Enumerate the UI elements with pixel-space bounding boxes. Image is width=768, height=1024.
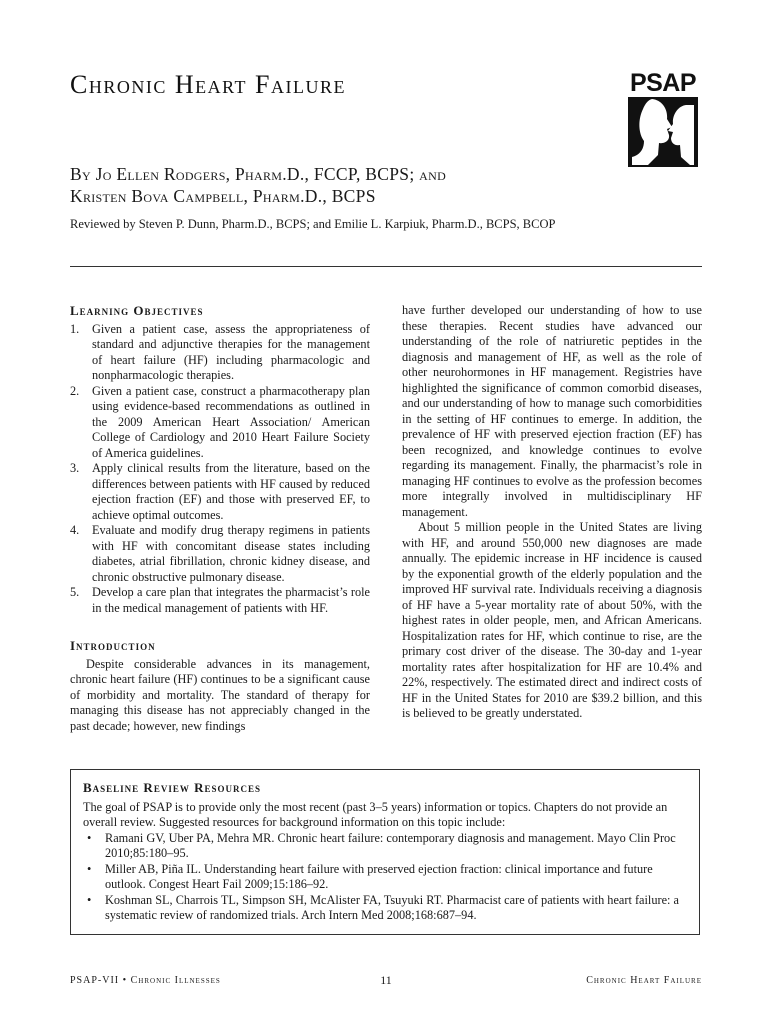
list-item bbox=[70, 322, 370, 384]
list-item bbox=[70, 384, 370, 462]
logo-text: PSAP bbox=[629, 69, 697, 97]
list-number: 2. bbox=[70, 383, 80, 398]
baseline-review-heading: Baseline Review Resources bbox=[83, 780, 261, 795]
list-item bbox=[83, 893, 687, 924]
list-item bbox=[83, 862, 687, 893]
objective-text: Apply clinical results from the literature, based on the differences between patients with HF caused by reduced ejection fraction (EF) and those with preserved EF, to achieve optimal outcomes. bbox=[92, 461, 370, 522]
footer-chapter-title: Chronic Heart Failure bbox=[586, 975, 702, 986]
list-item bbox=[83, 831, 687, 862]
footer-publication: PSAP-VII • Chronic Illnesses bbox=[70, 975, 221, 986]
list-number: 1. bbox=[70, 321, 80, 336]
introduction-paragraph-1-continued: have further developed our understanding of how to use these therapies. Recent studies have advanced our understanding of the role of natriuretic peptides in the diagnosis and management of HF, as well as the role of other neurohormones in HF management. Registries have highlighted the significance of common comorbid diseases, and our understanding of how to manage such comorbidities in the setting of HF continues to emerge. In addition, the prevalence of HF with preserved ejection fraction (EF) has been recognized, and knowledge continues to evolve regarding its management. Finally, the pharmacist’s role in managing HF continues to evolve as the profession becomes more integrally involved in multidisciplinary HF management. bbox=[402, 303, 702, 519]
page-title: Chronic Heart Failure bbox=[70, 70, 346, 99]
list-number: 4. bbox=[70, 523, 80, 537]
header-divider bbox=[70, 266, 702, 267]
introduction-paragraph-2: About 5 million people in the United States are living with HF, and around 550,000 new diagnoses are made annually. The epidemic increase in HF incidence is caused by the exponential growth of the elderly population and the improved HF survival rate. Individuals receiving a diagnosis of HF have a 5-year mortality rate of about 50%, with the highest rates in older people, men, and African Americans. Hospitalization rates for HF, which continue to rise, are the primary cost driver of the disease. The 30-day and 1-year mortality rates after hospitalization for HF are 10.4% and 22%, respectively. The estimated direct and indirect costs of HF in the United States for 2010 are $39.2 billion, and this is believed to be greatly understated. bbox=[402, 520, 702, 720]
author-line-1: By Jo Ellen Rodgers, Pharm.D., FCCP, BCPS; and bbox=[70, 164, 447, 184]
introduction-heading: Introduction bbox=[70, 638, 156, 653]
page-number: 11 bbox=[380, 973, 392, 987]
list-item bbox=[70, 523, 370, 585]
baseline-review-intro: The goal of PSAP is to provide only the most recent (past 3–5 years) information or topics. Chapters do not provide an overall review. Suggested resources for background information on this topic include: bbox=[83, 799, 668, 829]
psap-logo bbox=[624, 70, 702, 168]
bullet: • bbox=[87, 861, 92, 876]
objective-text: Evaluate and modify drug therapy regimens in patients with HF with concomitant disease states including diabetes, atrial fibrillation, chronic kidney disease, and chronic obstructive pulmonary disease. bbox=[92, 523, 370, 584]
bullet: • bbox=[87, 892, 92, 907]
reviewers-line: Reviewed by Steven P. Dunn, Pharm.D., BCPS; and Emilie L. Karpiuk, Pharm.D., BCPS, BCOP bbox=[70, 217, 556, 231]
author-byline bbox=[70, 163, 446, 207]
objective-text: Given a patient case, construct a pharmacotherapy plan using evidence-based recommendations as outlined in the 2009 American Heart Association/ American College of Cardiology and 2010 Heart Failure Society of America guidelines. bbox=[92, 383, 370, 460]
list-item bbox=[70, 585, 370, 616]
baseline-resources-list bbox=[83, 831, 687, 924]
learning-objectives-list bbox=[70, 322, 370, 617]
profile-silhouette-icon bbox=[628, 97, 698, 167]
bullet: • bbox=[87, 830, 92, 845]
introduction-paragraph-1-start: Despite considerable advances in its management, chronic heart failure (HF) continues to be a significant cause of morbidity and mortality. The standard of therapy for managing this disease has not appreciably changed in the past decade; however, new findings bbox=[70, 656, 370, 733]
right-column bbox=[402, 303, 702, 722]
author-line-2: Kristen Bova Campbell, Pharm.D., BCPS bbox=[70, 186, 376, 206]
list-number: 3. bbox=[70, 461, 80, 475]
reference-text: Miller AB, Piña IL. Understanding heart failure with preserved ejection fraction: clinical importance and future outlook. Congest Heart Fail 2009;15:186–92. bbox=[105, 861, 653, 891]
left-column bbox=[70, 303, 370, 734]
reference-text: Ramani GV, Uber PA, Mehra MR. Chronic heart failure: contemporary diagnosis and management. Mayo Clin Proc 2010;85:180–95. bbox=[105, 830, 676, 860]
page-footer bbox=[70, 975, 702, 991]
learning-objectives-heading: Learning Objectives bbox=[70, 303, 204, 318]
objective-text: Given a patient case, assess the appropriateness of standard and adjunctive therapies for the management of heart failure (HF) including pharmacologic and nonpharmacologic therapies. bbox=[92, 321, 370, 382]
list-item bbox=[70, 461, 370, 523]
list-number: 5. bbox=[70, 585, 80, 599]
baseline-review-box bbox=[70, 769, 700, 935]
reference-text: Koshman SL, Charrois TL, Simpson SH, McAlister FA, Tsuyuki RT. Pharmacist care of patients with heart failure: a systematic review of randomized trials. Arch Intern Med 2008;168:687–94. bbox=[105, 892, 679, 922]
objective-text: Develop a care plan that integrates the pharmacist’s role in the medical management of patients with HF. bbox=[92, 585, 370, 615]
